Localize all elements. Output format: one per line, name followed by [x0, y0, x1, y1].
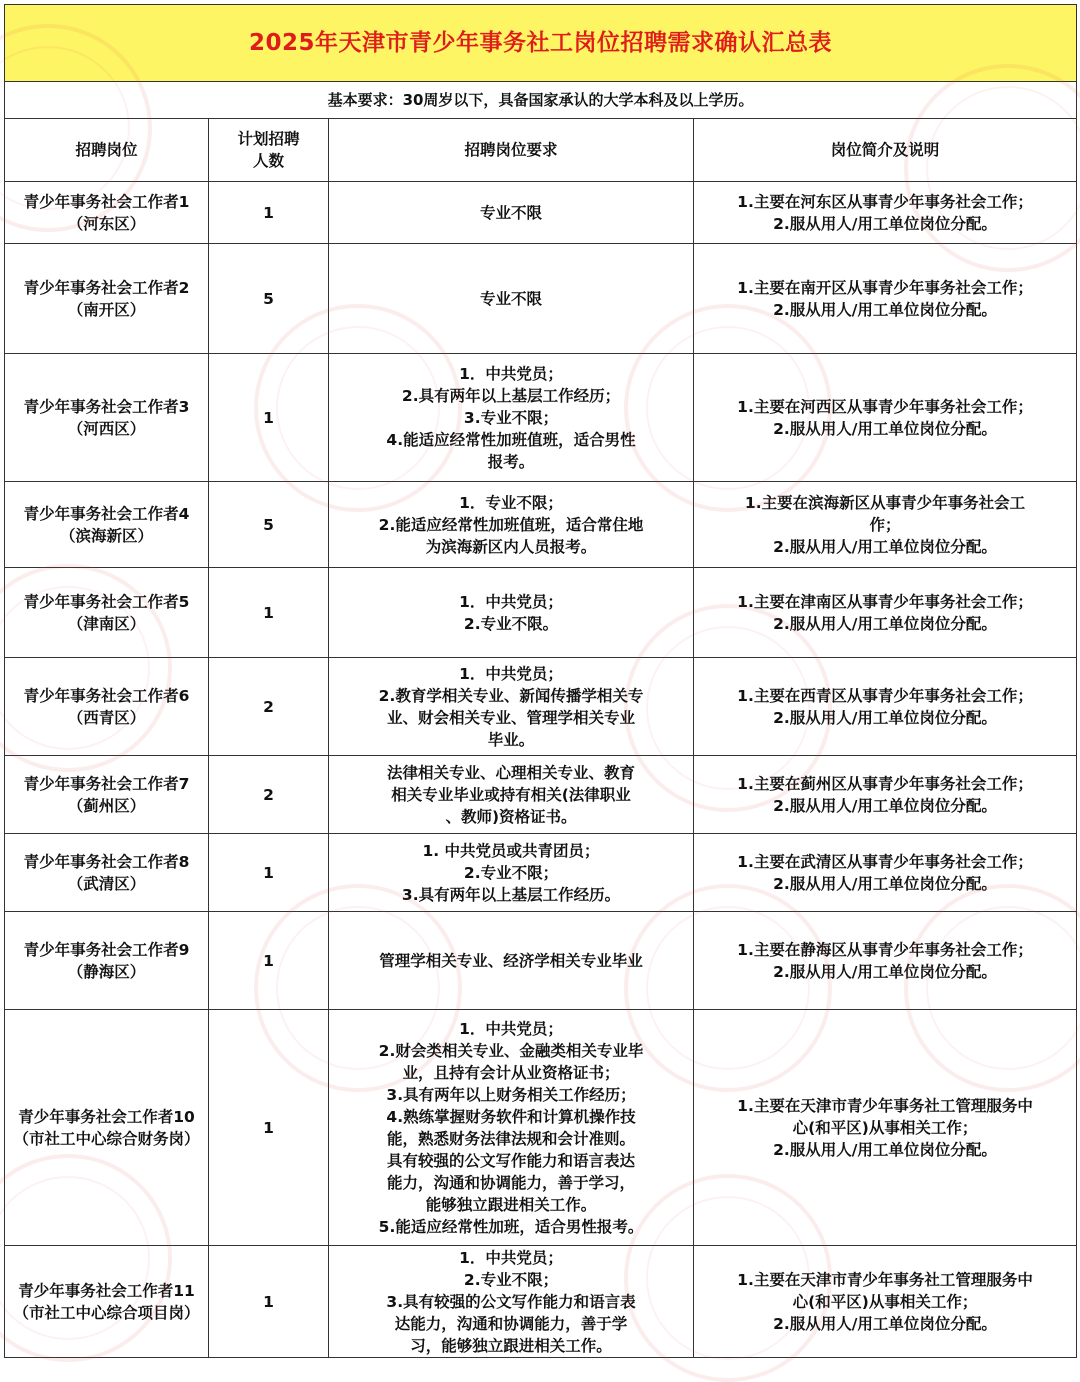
position-cell-line: （西青区）	[67, 708, 146, 727]
description-cell-line: 2.服从用人/用工单位岗位分配。	[773, 614, 997, 633]
description-cell-line: 1.主要在津南区从事青少年事务社会工作；	[737, 592, 1033, 611]
position-cell-line: 青少年事务社会工作者4	[23, 504, 190, 523]
header-count-line2: 人数	[252, 152, 284, 170]
requirements-cell	[329, 354, 694, 482]
count-cell: 5	[209, 244, 329, 354]
position-cell	[5, 182, 209, 244]
description-cell-line: 1.主要在静海区从事青少年事务社会工作；	[737, 940, 1033, 959]
requirements-cell-line: 2.财会类相关专业、金融类相关专业毕	[378, 1041, 644, 1060]
position-cell-line: 青少年事务社会工作者8	[23, 852, 190, 871]
description-cell	[694, 912, 1077, 1010]
position-cell-line: （南开区）	[67, 300, 146, 319]
requirements-cell	[329, 1010, 694, 1246]
count-cell: 1	[209, 1246, 329, 1358]
requirements-cell-line: 2.具有两年以上基层工作经历；	[401, 386, 621, 405]
requirements-cell-line: 报考。	[487, 452, 535, 471]
position-cell-line: （静海区）	[67, 962, 146, 981]
requirements-cell-line: 1．中共党员；	[459, 1248, 563, 1267]
position-cell-line: 青少年事务社会工作者1	[23, 192, 190, 211]
description-cell-line: 1.主要在武清区从事青少年事务社会工作；	[737, 852, 1033, 871]
requirements-cell-line: 3.具有两年以上财务相关工作经历；	[386, 1085, 636, 1104]
header-position: 招聘岗位	[5, 119, 209, 182]
table-row	[5, 1246, 1077, 1358]
description-cell-line: 2.服从用人/用工单位岗位分配。	[773, 214, 997, 233]
description-cell-line: 1.主要在天津市青少年事务社工管理服务中	[737, 1270, 1033, 1289]
recruitment-sheet	[4, 4, 1076, 1358]
description-cell	[694, 244, 1077, 354]
header-count	[209, 119, 329, 182]
count-cell: 2	[209, 756, 329, 834]
table-row	[5, 834, 1077, 912]
requirements-cell-line: 1．中共党员；	[459, 592, 563, 611]
requirements-cell-line: 专业不限	[479, 289, 542, 308]
requirements-cell	[329, 568, 694, 658]
description-cell	[694, 1246, 1077, 1358]
table-row	[5, 756, 1077, 834]
position-cell	[5, 658, 209, 756]
description-cell-line: 心(和平区)从事相关工作；	[792, 1292, 978, 1311]
description-cell	[694, 834, 1077, 912]
position-cell-line: 青少年事务社会工作者5	[23, 592, 190, 611]
description-cell	[694, 1010, 1077, 1246]
requirements-cell-line: 能，熟悉财务法律法规和会计准则。	[386, 1129, 635, 1148]
table-row	[5, 912, 1077, 1010]
requirements-cell	[329, 482, 694, 568]
description-cell-line: 1.主要在河西区从事青少年事务社会工作；	[737, 397, 1033, 416]
requirements-cell-line: 1. 中共党员或共青团员；	[422, 841, 600, 860]
description-cell-line: 1.主要在南开区从事青少年事务社会工作；	[737, 278, 1033, 297]
page-title: 2025年天津市青少年事务社工岗位招聘需求确认汇总表	[5, 5, 1077, 82]
description-cell-line: 1.主要在天津市青少年事务社工管理服务中	[737, 1096, 1033, 1115]
description-cell	[694, 756, 1077, 834]
requirements-cell-line: 5.能适应经常性加班，适合男性报考。	[378, 1217, 644, 1236]
table-row	[5, 658, 1077, 756]
requirements-cell-line: 4.能适应经常性加班值班，适合男性	[386, 430, 636, 449]
requirements-cell-line: 为滨海新区内人员报考。	[425, 537, 597, 556]
requirements-cell-line: 1．中共党员；	[459, 664, 563, 683]
table-row	[5, 354, 1077, 482]
position-cell-line: 青少年事务社会工作者3	[23, 397, 190, 416]
position-cell-line: （河西区）	[67, 419, 146, 438]
requirements-cell-line: 业，且持有会计从业资格证书；	[402, 1063, 620, 1082]
title-row	[5, 5, 1077, 82]
requirements-cell	[329, 912, 694, 1010]
position-cell	[5, 912, 209, 1010]
table-row	[5, 482, 1077, 568]
description-cell-line: 2.服从用人/用工单位岗位分配。	[773, 300, 997, 319]
basic-requirement: 基本要求：30周岁以下，具备国家承认的大学本科及以上学历。	[5, 82, 1077, 119]
count-cell: 1	[209, 568, 329, 658]
position-cell-line: （蓟州区）	[67, 796, 146, 815]
requirements-cell	[329, 1246, 694, 1358]
requirements-cell-line: 能够独立跟进相关工作。	[425, 1195, 597, 1214]
description-cell-line: 1.主要在滨海新区从事青少年事务社会工	[744, 493, 1026, 512]
requirements-cell-line: 2.专业不限。	[463, 614, 559, 633]
position-cell-line: （武清区）	[67, 874, 146, 893]
table-row	[5, 1010, 1077, 1246]
position-cell-line: （市社工中心综合项目岗）	[13, 1303, 200, 1322]
position-cell-line: 青少年事务社会工作者9	[23, 940, 190, 959]
table-row	[5, 182, 1077, 244]
description-cell-line: 1.主要在河东区从事青少年事务社会工作；	[737, 192, 1033, 211]
requirements-cell-line: 法律相关专业、心理相关专业、教育	[386, 763, 635, 782]
count-cell: 5	[209, 482, 329, 568]
requirements-cell-line: 相关专业毕业或持有相关(法律职业	[391, 785, 631, 804]
count-cell: 1	[209, 182, 329, 244]
description-cell-line: 2.服从用人/用工单位岗位分配。	[773, 1140, 997, 1159]
count-cell: 1	[209, 354, 329, 482]
description-cell-line: 2.服从用人/用工单位岗位分配。	[773, 962, 997, 981]
requirements-cell-line: 1．中共党员；	[459, 1019, 563, 1038]
description-cell	[694, 658, 1077, 756]
position-cell-line: 青少年事务社会工作者11	[18, 1281, 195, 1300]
description-cell-line: 2.服从用人/用工单位岗位分配。	[773, 1314, 997, 1333]
header-count-line1: 计划招聘	[237, 130, 300, 148]
requirements-cell-line: 、教师)资格证书。	[445, 807, 577, 826]
description-cell-line: 2.服从用人/用工单位岗位分配。	[773, 708, 997, 727]
position-cell	[5, 482, 209, 568]
position-cell-line: （河东区）	[67, 214, 146, 233]
description-cell	[694, 354, 1077, 482]
count-cell: 2	[209, 658, 329, 756]
header-requirements: 招聘岗位要求	[329, 119, 694, 182]
position-cell	[5, 354, 209, 482]
requirements-cell	[329, 834, 694, 912]
count-cell: 1	[209, 834, 329, 912]
position-cell-line: 青少年事务社会工作者10	[18, 1107, 195, 1126]
requirements-cell-line: 1．专业不限；	[459, 493, 563, 512]
header-row	[5, 119, 1077, 182]
requirements-cell-line: 2.专业不限；	[463, 1270, 559, 1289]
requirements-cell	[329, 658, 694, 756]
position-cell	[5, 568, 209, 658]
position-cell	[5, 756, 209, 834]
position-cell-line: 青少年事务社会工作者7	[23, 774, 190, 793]
description-cell-line: 1.主要在蓟州区从事青少年事务社会工作；	[737, 774, 1033, 793]
requirements-cell-line: 1．中共党员；	[459, 364, 563, 383]
position-cell	[5, 1010, 209, 1246]
requirements-cell-line: 能力，沟通和协调能力，善于学习，	[386, 1173, 635, 1192]
position-cell	[5, 244, 209, 354]
position-cell	[5, 1246, 209, 1358]
basic-requirement-row	[5, 82, 1077, 119]
header-description: 岗位简介及说明	[694, 119, 1077, 182]
description-cell-line: 心(和平区)从事相关工作；	[792, 1118, 978, 1137]
requirements-cell-line: 达能力，沟通和协调能力，善于学	[394, 1314, 628, 1333]
description-cell	[694, 482, 1077, 568]
requirements-cell-line: 3.具有两年以上基层工作经历。	[401, 885, 621, 904]
description-cell	[694, 182, 1077, 244]
requirements-cell-line: 习，能够独立跟进相关工作。	[410, 1336, 612, 1355]
requirements-cell-line: 毕业。	[487, 730, 535, 749]
description-cell-line: 1.主要在西青区从事青少年事务社会工作；	[737, 686, 1033, 705]
description-cell-line: 2.服从用人/用工单位岗位分配。	[773, 874, 997, 893]
position-cell-line: （津南区）	[67, 614, 146, 633]
requirements-cell-line: 3.具有较强的公文写作能力和语言表	[386, 1292, 636, 1311]
table-row	[5, 568, 1077, 658]
position-cell-line: （滨海新区）	[59, 526, 153, 545]
description-cell-line: 2.服从用人/用工单位岗位分配。	[773, 419, 997, 438]
requirements-cell-line: 业、财会相关专业、管理学相关专业	[386, 708, 635, 727]
description-cell	[694, 568, 1077, 658]
count-cell: 1	[209, 912, 329, 1010]
requirements-cell-line: 2.教育学相关专业、新闻传播学相关专	[378, 686, 644, 705]
requirements-cell	[329, 756, 694, 834]
requirements-cell-line: 3.专业不限；	[463, 408, 559, 427]
requirements-cell	[329, 244, 694, 354]
description-cell-line: 作；	[869, 515, 901, 534]
requirements-cell-line: 2.能适应经常性加班值班，适合常住地	[378, 515, 644, 534]
requirements-cell-line: 具有较强的公文写作能力和语言表达	[386, 1151, 635, 1170]
description-cell-line: 2.服从用人/用工单位岗位分配。	[773, 796, 997, 815]
recruitment-table	[4, 4, 1077, 1358]
table-row	[5, 244, 1077, 354]
position-cell-line: 青少年事务社会工作者2	[23, 278, 190, 297]
requirements-cell-line: 2.专业不限；	[463, 863, 559, 882]
count-cell: 1	[209, 1010, 329, 1246]
requirements-cell	[329, 182, 694, 244]
description-cell-line: 2.服从用人/用工单位岗位分配。	[773, 537, 997, 556]
position-cell-line: 青少年事务社会工作者6	[23, 686, 190, 705]
position-cell	[5, 834, 209, 912]
requirements-cell-line: 管理学相关专业、经济学相关专业毕业	[379, 951, 643, 970]
requirements-cell-line: 专业不限	[479, 203, 542, 222]
position-cell-line: （市社工中心综合财务岗）	[13, 1129, 200, 1148]
requirements-cell-line: 4.熟练掌握财务软件和计算机操作技	[386, 1107, 636, 1126]
